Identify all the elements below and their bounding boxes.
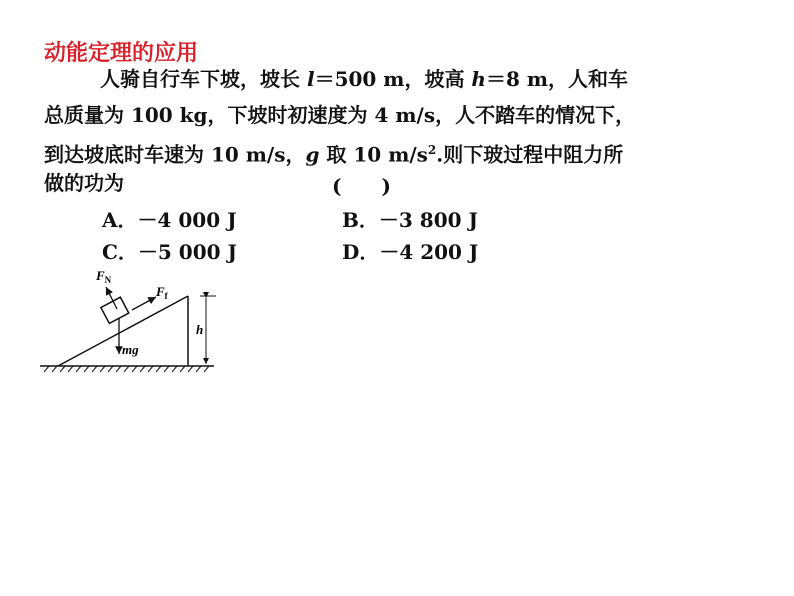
question-text-segment: 到达坡底时车速为 10 m/s， <box>44 142 306 167</box>
answer-parentheses: ( ) <box>332 174 391 198</box>
question-line-3 <box>44 137 623 168</box>
label-ff: $F_f$ <box>156 284 168 301</box>
question-text-segment: .则下玻过程中阻力所 <box>436 142 624 167</box>
variable-h: h <box>471 67 486 91</box>
option-a: A．－4 000 J <box>102 208 237 232</box>
question-text-segment: 取 10 m/s <box>319 142 428 167</box>
label-fn: $F_N$ <box>96 268 112 285</box>
option-b: B．－3 800 J <box>342 208 478 232</box>
label-mg: mg <box>122 342 139 357</box>
variable-l: l <box>306 67 315 91</box>
superscript-2: 2 <box>427 143 437 157</box>
friction-force-arrow <box>132 297 156 310</box>
block <box>101 297 129 323</box>
question-line-2: 总质量为 100 kg，下坡时初速度为 4 m/s，人不踏车的情况下， <box>44 103 636 127</box>
label-h: h <box>196 322 204 337</box>
option-d: D．－4 200 J <box>342 240 479 264</box>
variable-g: g <box>305 142 320 167</box>
question-text-segment: ＝500 m，坡高 <box>314 67 472 91</box>
ground-hatching <box>44 366 209 372</box>
question-text-segment: 人骑自行车下坡，坡长 <box>100 67 307 91</box>
section-heading: 动能定理的应用 <box>44 41 199 66</box>
question-line-1 <box>100 66 628 92</box>
question-text-segment: ＝8 m，人和车 <box>485 67 629 91</box>
question-line-4: 做的功为 <box>44 171 124 195</box>
incline-diagram <box>36 262 220 380</box>
option-c: C．－5 000 J <box>102 240 237 264</box>
